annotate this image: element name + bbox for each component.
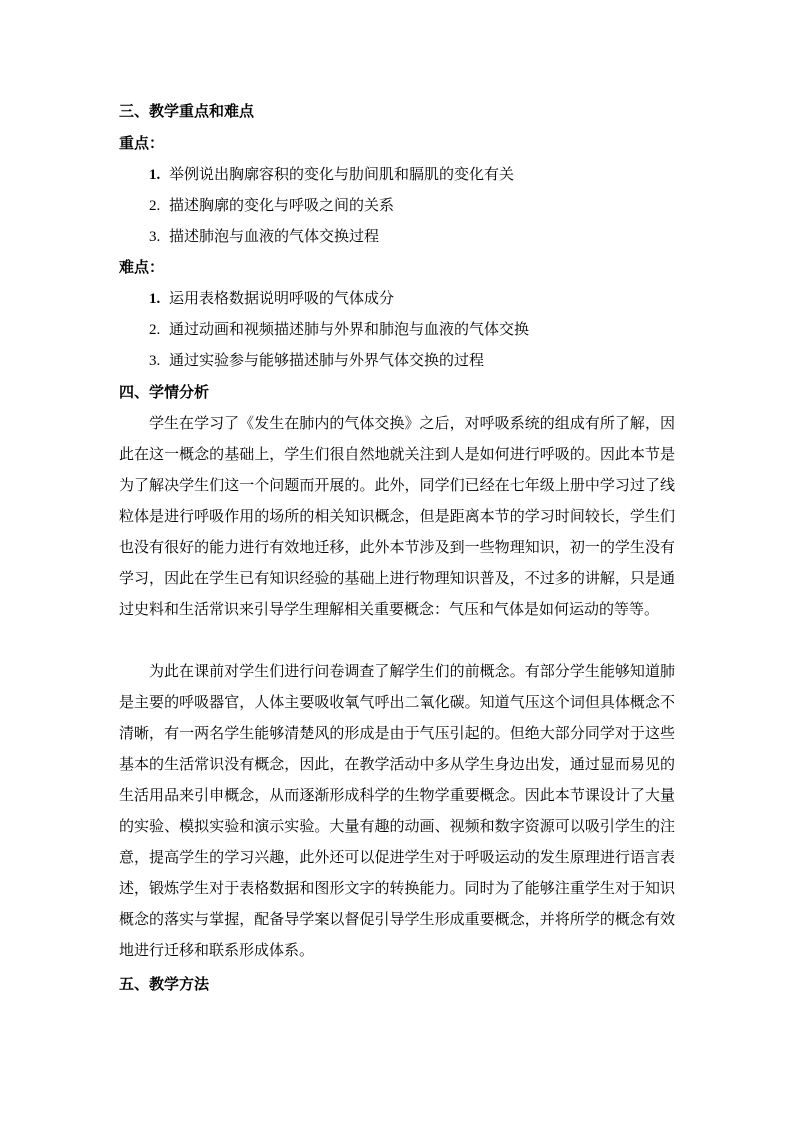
difficulty-1: [149, 288, 394, 309]
list-text: 运用表格数据说明呼吸的气体成分: [169, 289, 395, 307]
list-number: 2.: [149, 198, 161, 214]
key-point-2: [149, 195, 394, 216]
list-text: 描述胸廓的变化与呼吸之间的关系: [169, 196, 395, 214]
list-text: 描述肺泡与血液的气体交换过程: [169, 227, 380, 245]
list-number: 1.: [149, 291, 161, 307]
list-number: 3.: [149, 229, 161, 245]
section-4-paragraph-2: 为此在课前对学生们进行问卷调查了解学生们的前概念。有部分学生能够知道肺是主要的呼吸器官，人体主要吸收氧气呼出二氧化碳。知道气压这个词但具体概念不清晰，有一两名学生能够清楚风的形成是由于气压引起的。但绝大部分同学对于这些基本的生活常识没有概念，因此，在教学活动中多从学生身边出发，通过显而易见的生活用品来引申概念，从而逐渐形成科学的生物学重要概念。因此本节课设计了大量的实验、模拟实验和演示实验。大量有趣的动画、视频和数字资源可以吸引学生的注意，提高学生的学习兴趣，此外还可以促进学生对于呼吸运动的发生原理进行语言表述，锻炼学生对于表格数据和图形文字的转换能力。同时为了能够注重学生对于知识概念的落实与掌握，配备导学案以督促引导学生形成重要概念，并将所学的概念有效地进行迁移和联系形成体系。: [119, 662, 675, 959]
difficulties-label: 难点：: [119, 258, 165, 276]
list-number: 3.: [149, 353, 161, 369]
section-4-title: 四、学情分析: [119, 383, 210, 401]
difficulty-3: [149, 350, 484, 371]
key-points-label: 重点：: [119, 134, 165, 152]
section-3-title: 三、教学重点和难点: [119, 102, 255, 120]
list-number: 2.: [149, 322, 161, 338]
list-text: 通过实验参与能够描述肺与外界气体交换的过程: [169, 351, 485, 369]
key-point-1: [149, 164, 514, 185]
difficulty-2: [149, 319, 529, 340]
key-point-3: [149, 226, 379, 247]
list-text: 通过动画和视频描述肺与外界和肺泡与血液的气体交换: [169, 320, 530, 338]
list-text: 举例说出胸廓容积的变化与肋间肌和膈肌的变化有关: [169, 165, 515, 183]
section-4-paragraph-1: 学生在学习了《发生在肺内的气体交换》之后，对呼吸系统的组成有所了解，因此在这一概念的基础上，学生们很自然地就关注到人是如何进行呼吸的。因此本节是为了解决学生们这一个问题而开展的。此外，同学们已经在七年级上册中学习过了线粒体是进行呼吸作用的场所的相关知识概念，但是距离本节的学习时间较长，学生们也没有很好的能力进行有效地迁移，此外本节涉及到一些物理知识，初一的学生没有学习，因此在学生已有知识经验的基础上进行物理知识普及，不过多的讲解，只是通过史料和生活常识来引导学生理解相关重要概念：气压和气体是如何运动的等等。: [119, 414, 675, 618]
section-5-title: 五、教学方法: [119, 975, 210, 993]
list-number: 1.: [149, 167, 161, 183]
